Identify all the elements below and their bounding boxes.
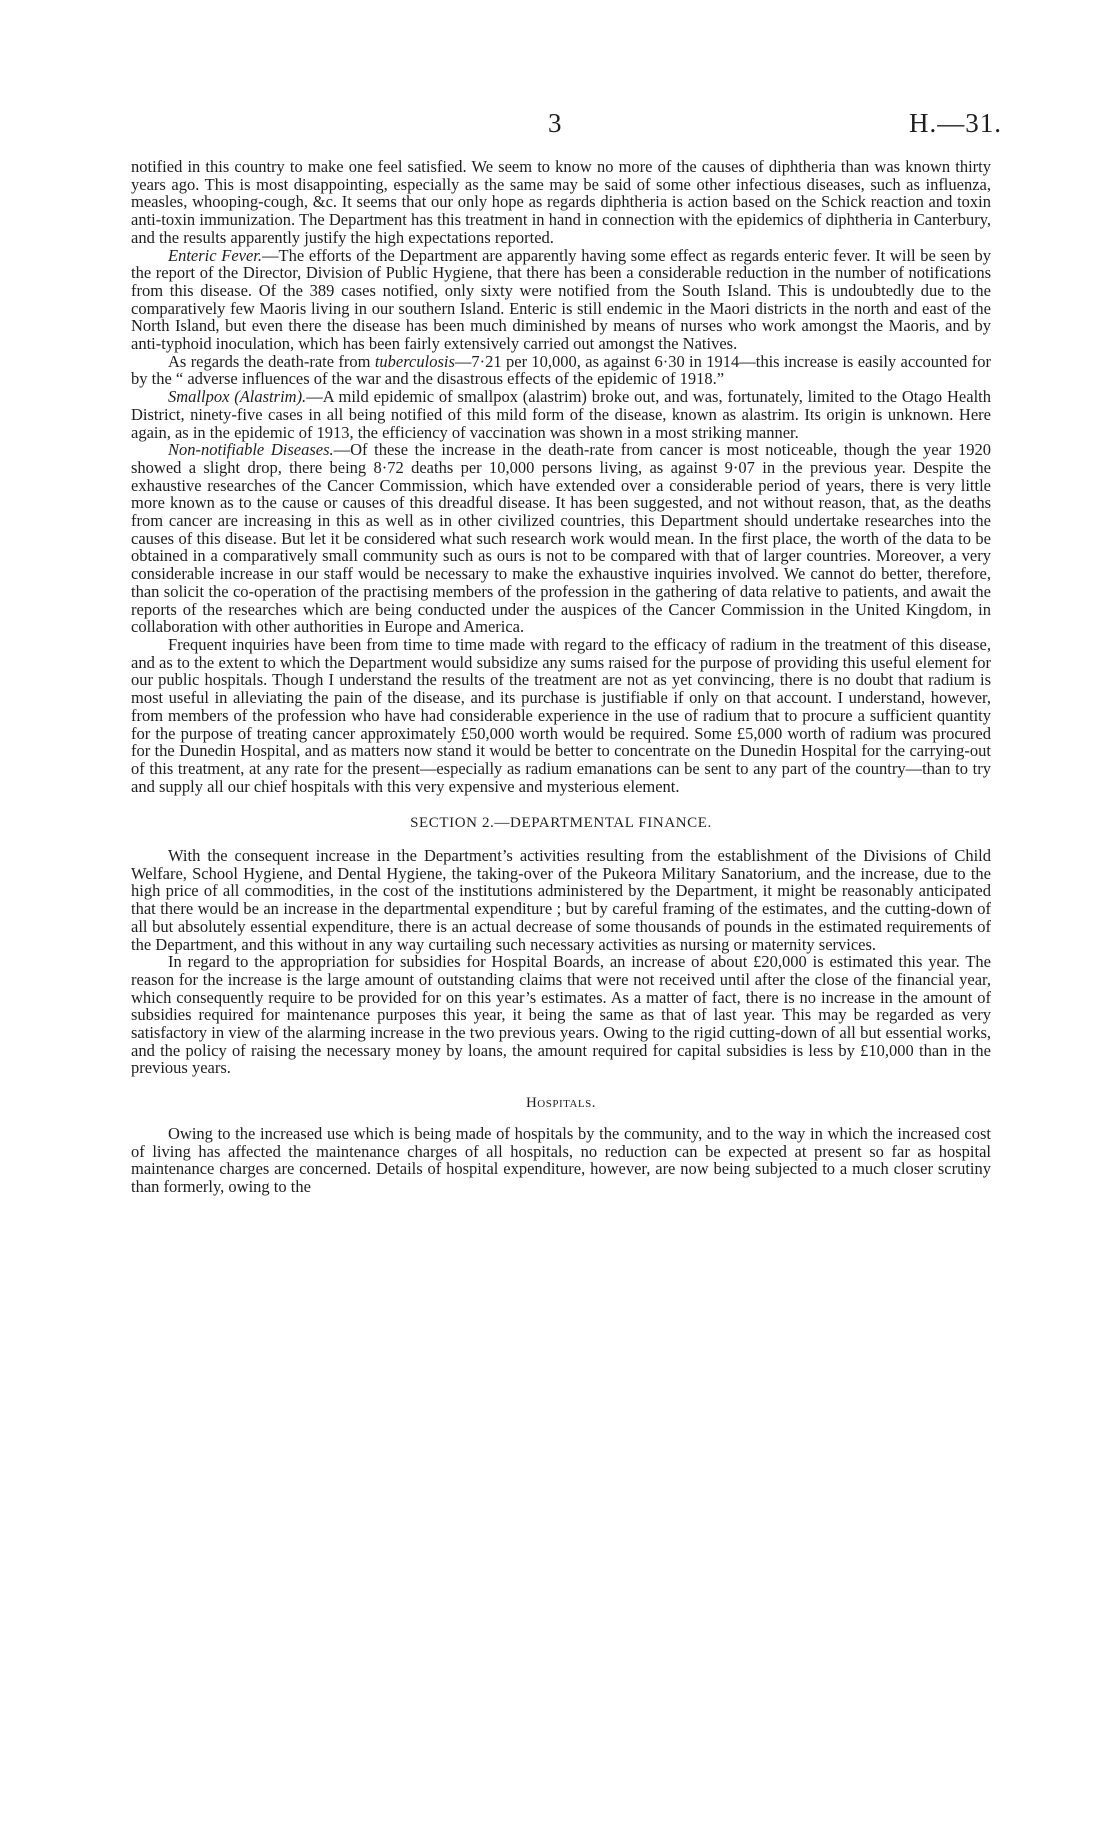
paragraph-non-notifiable-diseases: Non-notifiable Diseases.—Of these the increase in the death-rate from cancer is most noticeable, though the year 1920 showed a slight drop, there being 8·72 deaths per 10,000 persons living, as against 9·07 in the previous year. Despite the exhaustive researches of the Cancer Commission, which have extended over a considerable period of years, there is very little more known as to the cause or causes of this dreadful disease. It has been suggested, and not without reason, that, as the deaths from cancer are increasing in this as well as in other civilized countries, this Department should undertake researches into the causes of this disease. But let it be considered what such research work would mean. In the first place, the worth of the data to be obtained in a comparatively small community such as ours is not to be compared with that of larger countries. Moreover, a very considerable increase in our staff would be necessary to make the exhaustive inquiries involved. We cannot do better, therefore, than solicit the co-operation of the practising members of the profession in the gathering of data relative to patients, and await the reports of the researches which are being conducted under the auspices of the Cancer Commission in the United Kingdom, in collaboration with other authorities in Europe and America. [131, 440, 991, 637]
subheading-smallpox: Smallpox (Alastrim). [168, 387, 307, 407]
paragraph-finance-subsidies: In regard to the appropriation for subsidies for Hospital Boards, an increase of about £20,000 is estimated this year. The reason for the increase is the large amount of outstanding claims that were not received until after the close of the financial year, which consequently require to be provided for on this year’s estimates. As a matter of fact, there is no increase in the amount of subsidies required for maintenance purposes this year, it being the same as that of last year. This may be regarded as very satisfactory in view of the alarming increase in the two previous years. Owing to the rigid cutting-down of all but essential works, and the policy of raising the necessary money by loans, the amount required for capital subsidies is less by £10,000 than in the previous years. [131, 952, 991, 1078]
document-reference: H.—31. [909, 108, 1002, 138]
subheading-non-notifiable-diseases: Non-notifiable Diseases. [168, 440, 334, 460]
paragraph-finance-expenditure: With the consequent increase in the Department’s activities resulting from the establishment of the Divisions of Child Welfare, School Hygiene, and Dental Hygiene, the taking-over of the Pukeora Military Sanatorium, and the increase, due to the high price of all commodities, in the cost of the institutions administered by the Department, it might be reasonably anticipated that there would be an increase in the departmental expenditure ; but by careful framing of the estimates, and the cutting-down of all but absolutely essential expenditure, there is an actual decrease of some thousands of pounds in the estimated requirements of the Department, and this without in any way curtailing such necessary activities as nursing or maternity services. [131, 846, 991, 954]
document-body [131, 158, 991, 1196]
italic-tuberculosis: tuberculosis [374, 351, 455, 371]
section-heading-hospitals: Hospitals. [525, 1095, 597, 1112]
subheading-enteric-fever: Enteric Fever. [168, 245, 263, 265]
page-number: 3 [548, 108, 562, 138]
paragraph-smallpox: Smallpox (Alastrim).—A mild epidemic of smallpox (alastrim) broke out, and was, fortunately, limited to the Otago Health District, ninety-five cases in all being notified of this mild form of the disease, known as alastrim. Its origin is unknown. Here again, as in the epidemic of 1913, the efficiency of vaccination was shown in a most striking manner. [131, 387, 991, 442]
section-heading-departmental-finance: SECTION 2.—DEPARTMENTAL FINANCE. [410, 815, 712, 832]
paragraph-radium: Frequent inquiries have been from time to time made with regard to the efficacy of radium in the treatment of this disease, and as to the extent to which the Department would subsidize any sums raised for the purpose of providing this useful element for our public hospitals. Though I understand the results of the treatment are not as yet convincing, there is no doubt that radium is most useful in alleviating the pain of the disease, and its purchase is justifiable if only on that account. I understand, however, from members of the profession who have had considerable experience in the use of radium that to procure a sufficient quantity for the purpose of treating cancer approximately £50,000 worth would be required. Some £5,000 worth of radium was procured for the Dunedin Hospital, and as matters now stand it would be better to concentrate on the Dunedin Hospital for the carrying-out of this treatment, at any rate for the present—especially as radium emanations can be sent to any part of the country—than to try and supply all our chief hospitals with this very expensive and mysterious element. [131, 634, 991, 796]
paragraph-hospitals: Owing to the increased use which is being made of hospitals by the community, and to the way in which the increased cost of living has affected the maintenance charges of all hospitals, no reduction can be expected at present so far as hospital maintenance charges are concerned. Details of hospital expenditure, however, are now being subjected to a much closer scrutiny than formerly, owing to the [131, 1123, 991, 1196]
paragraph-enteric-fever: Enteric Fever.—The efforts of the Department are apparently having some effect as regards enteric fever. It will be seen by the report of the Director, Division of Public Hygiene, that there has been a considerable reduction in the number of notifications from this disease. Of the 389 cases notified, only sixty were notified from the South Island. This is undoubtedly due to the comparatively few Maoris living in our southern Island. Enteric is still endemic in the Maori districts in the north and east of the North Island, but even there the disease has been much diminished by means of nurses who work amongst the Maoris, and by anti-typhoid inoculation, which has been fairly extensively carried out amongst the Natives. [131, 245, 991, 354]
paragraph-diphtheria: notified in this country to make one feel satisfied. We seem to know no more of the causes of diphtheria than was known thirty years ago. This is most disappointing, especially as the same may be said of some other infectious diseases, such as influenza, measles, whooping-cough, &c. It seems that our only hope as regards diphtheria is action based on the Schick reaction and toxin anti-toxin immunization. The Department has this treatment in hand in connection with the epidemics of diphtheria in Canterbury, and the results apparently justify the high expectations reported. [131, 157, 991, 247]
paragraph-tuberculosis: As regards the death-rate from tuberculosis—7·21 per 10,000, as against 6·30 in 1914—this increase is easily accounted for by the “ adverse influences of the war and the disastrous effects of the epidemic of 1918.” [131, 351, 991, 389]
page-header [0, 108, 1114, 148]
